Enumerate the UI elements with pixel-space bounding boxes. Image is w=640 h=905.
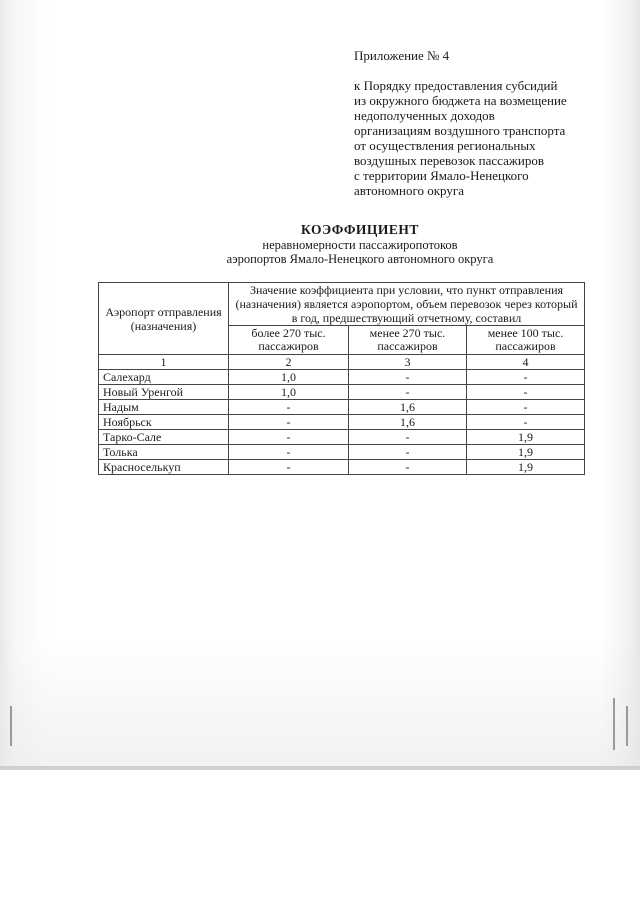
scan-edge-mark [626, 706, 628, 746]
document-heading [160, 222, 560, 266]
airport-name: Красноселькуп [99, 460, 229, 475]
coef-under-100k: 1,9 [467, 430, 585, 445]
document-subtitle: аэропортов Ямало-Ненецкого автономного округа [226, 252, 494, 266]
coef-under-100k: - [467, 385, 585, 400]
airport-name: Надым [99, 400, 229, 415]
appendix-line: к Порядку предоставления субсидий [354, 78, 558, 93]
header-airport: Аэропорт отправления (назначения) [99, 283, 229, 355]
table-row [99, 385, 585, 400]
appendix-note [354, 48, 614, 198]
airport-name: Новый Уренгой [99, 385, 229, 400]
scan-shadow [0, 640, 640, 770]
header-under-100k: менее 100 тыс. пассажиров [467, 326, 585, 355]
coef-over-270k: 1,0 [229, 370, 349, 385]
appendix-number: Приложение № 4 [354, 48, 450, 63]
column-number: 3 [349, 355, 467, 370]
coef-under-100k: - [467, 370, 585, 385]
airport-name: Тарко-Сале [99, 430, 229, 445]
header-coefficient-condition: Значение коэффициента при условии, что пункт отправления (назначения) является аэропортом, объем перевозок через который в год, предшествующий отчетному, составил [229, 283, 585, 326]
scan-bottom-edge [0, 766, 640, 770]
appendix-line: организациям воздушного транспорта [354, 123, 566, 138]
coef-over-270k: - [229, 415, 349, 430]
scan-edge-mark [613, 698, 615, 750]
header-under-270k: менее 270 тыс. пассажиров [349, 326, 467, 355]
coef-under-270k: 1,6 [349, 415, 467, 430]
airport-name: Салехард [99, 370, 229, 385]
appendix-line: автономного округа [354, 183, 464, 198]
table-row [99, 400, 585, 415]
coef-under-270k: - [349, 385, 467, 400]
scan-edge-mark [10, 706, 12, 746]
coef-under-100k: - [467, 415, 585, 430]
column-number-row [99, 355, 585, 370]
column-number: 2 [229, 355, 349, 370]
coefficient-table [98, 282, 585, 475]
column-number: 4 [467, 355, 585, 370]
coef-over-270k: - [229, 445, 349, 460]
coef-under-100k: 1,9 [467, 460, 585, 475]
coef-under-270k: - [349, 370, 467, 385]
appendix-line: с территории Ямало-Ненецкого [354, 168, 529, 183]
coef-under-270k: - [349, 460, 467, 475]
coef-under-100k: - [467, 400, 585, 415]
coef-over-270k: - [229, 430, 349, 445]
document-title: КОЭФФИЦИЕНТ [301, 222, 419, 237]
table-row [99, 370, 585, 385]
table-row [99, 415, 585, 430]
coef-over-270k: - [229, 400, 349, 415]
airport-name: Ноябрьск [99, 415, 229, 430]
coef-under-270k: 1,6 [349, 400, 467, 415]
appendix-line: воздушных перевозок пассажиров [354, 153, 544, 168]
coef-under-270k: - [349, 445, 467, 460]
coef-over-270k: 1,0 [229, 385, 349, 400]
coef-under-100k: 1,9 [467, 445, 585, 460]
appendix-line: недополученных доходов [354, 108, 495, 123]
coef-over-270k: - [229, 460, 349, 475]
table-row [99, 460, 585, 475]
table-row [99, 430, 585, 445]
coef-under-270k: - [349, 430, 467, 445]
appendix-line: из окружного бюджета на возмещение [354, 93, 567, 108]
table-row [99, 445, 585, 460]
document-subtitle: неравномерности пассажиропотоков [262, 238, 458, 252]
appendix-line: от осуществления региональных [354, 138, 536, 153]
header-over-270k: более 270 тыс. пассажиров [229, 326, 349, 355]
airport-name: Толька [99, 445, 229, 460]
column-number: 1 [99, 355, 229, 370]
